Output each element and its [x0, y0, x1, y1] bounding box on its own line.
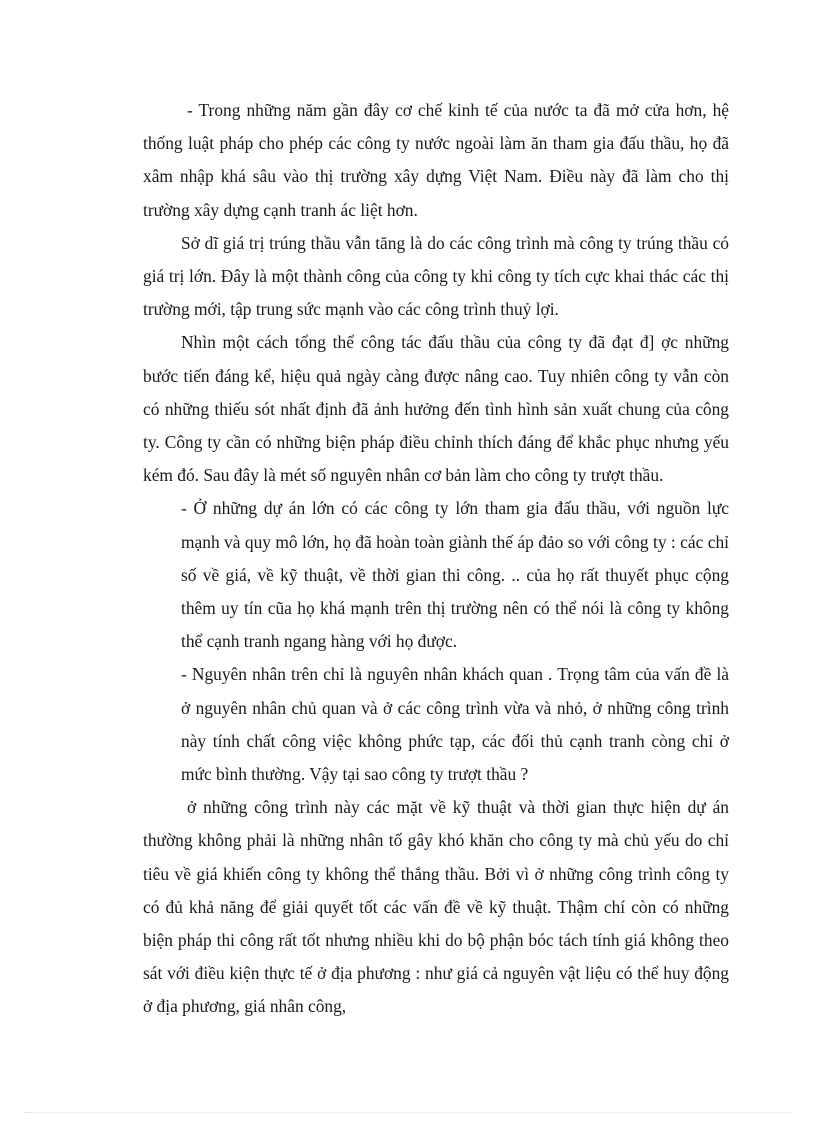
paragraph-contract-value: Sở dĩ giá trị trúng thầu vẫn tăng là do các công trình mà công ty trúng thầu có giá trị lớn. Đây là một thành công của công ty khi công ty tích cực khai thác các thị trường mới, tập trung sức mạnh vào các công trình thuỷ lợi. — [143, 232, 729, 320]
paragraph-objective-causes-bullet: - Nguyên nhân trên chỉ là nguyên nhân khách quan . Trọng tâm của vấn đề là ở nguyên nhân chủ quan và ở các công trình vừa và nhỏ, ở những công trình này tính chất công việc không phức tạp, các đối thủ cạnh tranh còng chỉ ở mức bình thường. Vậy tại sao công ty trượt thầu ? — [181, 664, 729, 785]
paragraph-large-projects-bullet: - Ở những dự án lớn có các công ty lớn tham gia đấu thầu, với nguồn lực mạnh và quy mô lớn, họ đã hoàn toàn giành thế áp đảo so với công ty : các chỉ số về giá, về kỹ thuật, về thời gian thi công. .. của họ rất thuyết phục cộng thêm uy tín cũa họ khá mạnh trên thị trường nên có thể nói là công ty không thể cạnh tranh ngang hàng với họ được. — [181, 498, 729, 652]
page-bottom-divider — [24, 1112, 792, 1113]
body-text — [143, 94, 729, 1024]
paragraph-overview: Nhìn một cách tổng thể công tác đấu thầu của công ty đã đạt đ] ợc những bước tiến đáng kể, hiệu quả ngày càng được nâng cao. Tuy nhiên công ty vẫn còn có những thiếu sót nhất định đã ảnh hưởng đến tình hình sản xuất chung của công ty. Công ty cần có những biện pháp điều chỉnh thích đáng để khắc phục nhưng yếu kém đó. Sau đây là mét số nguyên nhân cơ bản làm cho công ty trượt thầu. — [143, 332, 729, 486]
paragraph-intro-bullet: - Trong những năm gần đây cơ chế kinh tế của nước ta đã mở cửa hơn, hệ thống luật pháp cho phép các công ty nước ngoài làm ăn tham gia đấu thầu, họ đã xâm nhập khá sâu vào thị trường xây dựng Việt Nam. Điều này đã làm cho thị trường xây dựng cạnh tranh ác liệt hơn. — [143, 100, 729, 220]
paragraph-small-projects: ở những công trình này các mặt về kỹ thuật và thời gian thực hiện dự án thường không phải là những nhân tố gây khó khăn cho công ty mà chủ yếu do chỉ tiêu về giá khiến công ty không thể thắng thầu. Bởi vì ở những công trình công ty có đủ khả năng để giải quyết tốt các vấn đề về kỹ thuật. Thậm chí còn có những biện pháp thi công rất tốt nhưng nhiều khi do bộ phận bóc tách tính giá không theo sát với điều kiện thực tế ở địa phương : như giá cả nguyên vật liệu có thể huy động ở địa phương, giá nhân công, — [143, 797, 729, 1017]
